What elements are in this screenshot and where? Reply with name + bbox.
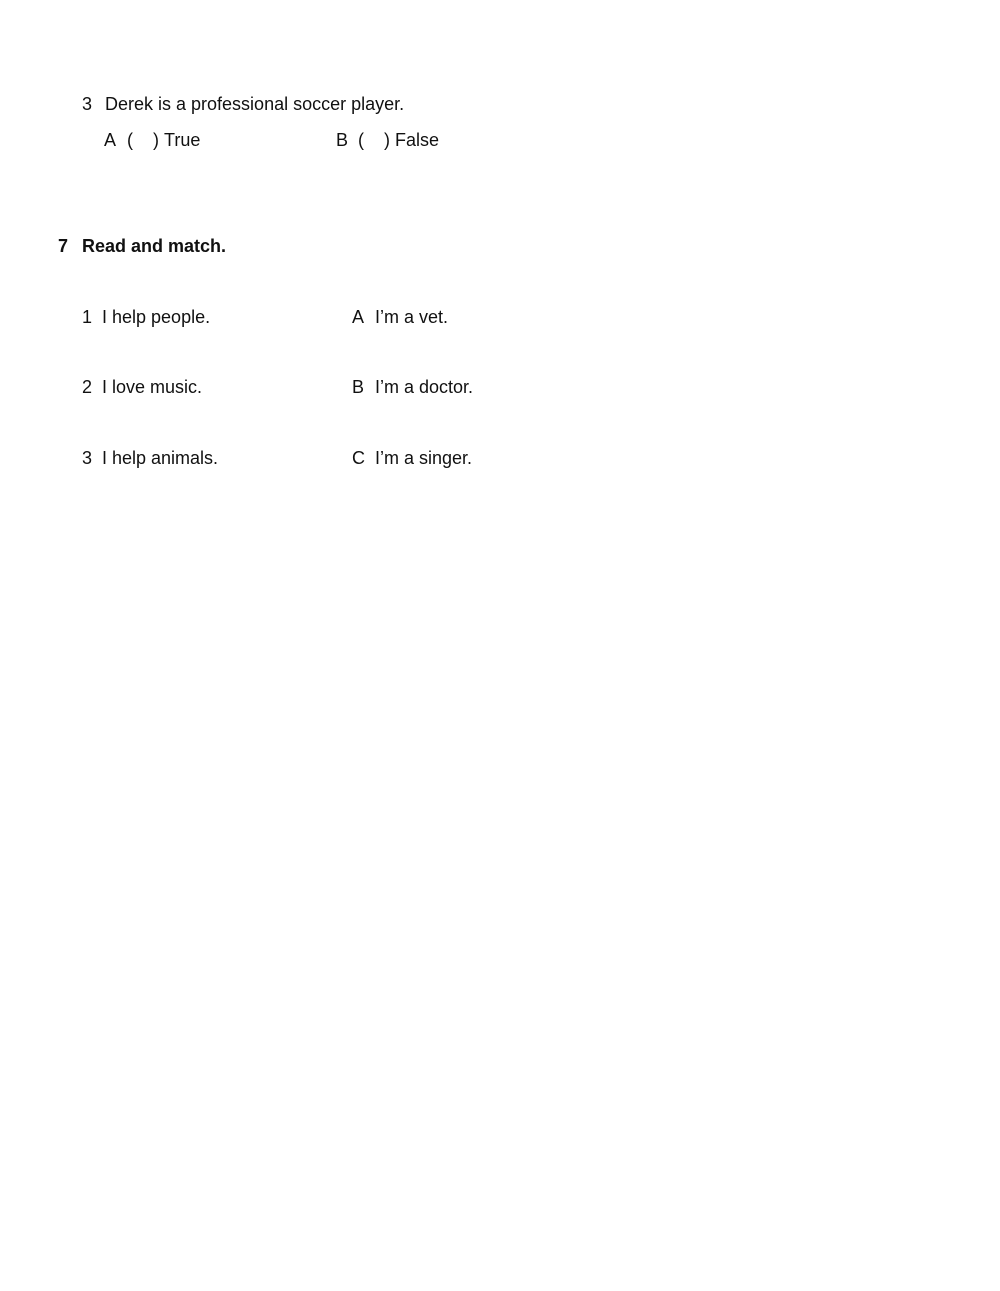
- item-text: I help animals.: [102, 448, 219, 468]
- item-letter: A: [352, 307, 365, 327]
- question-text: Derek is a professional soccer player.: [105, 94, 405, 114]
- item-number: 2: [82, 377, 93, 397]
- option-label: True: [164, 130, 201, 150]
- section-number: 7: [58, 236, 69, 256]
- answer-bracket-close: ): [384, 130, 390, 150]
- item-letter: B: [352, 377, 365, 397]
- item-text: I’m a singer.: [375, 448, 473, 468]
- item-text: I’m a doctor.: [375, 377, 474, 397]
- item-text: I love music.: [102, 377, 203, 397]
- question-number: 3: [82, 94, 93, 114]
- item-letter: C: [352, 448, 365, 468]
- item-number: 1: [82, 307, 93, 327]
- option-label: False: [395, 130, 440, 150]
- item-text: I’m a vet.: [375, 307, 449, 327]
- answer-bracket-close: ): [153, 130, 159, 150]
- option-letter: A: [104, 130, 117, 150]
- answer-bracket-open: (: [358, 130, 364, 150]
- item-number: 3: [82, 448, 93, 468]
- item-text: I help people.: [102, 307, 211, 327]
- answer-bracket-open: (: [127, 130, 133, 150]
- section-title: Read and match.: [82, 236, 227, 256]
- option-letter: B: [336, 130, 349, 150]
